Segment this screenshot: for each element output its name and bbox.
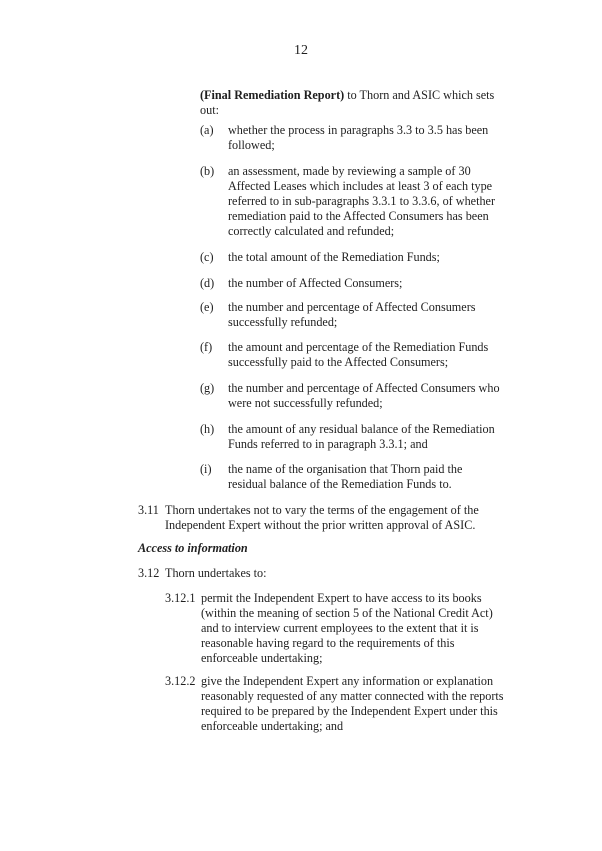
clause-text: Thorn undertakes to: <box>165 566 267 580</box>
page-number: 12 <box>294 43 308 58</box>
clause-number: 3.12 <box>138 566 160 580</box>
item-text: the total amount of the Remediation Funds; <box>228 250 440 264</box>
item-label: (i) <box>200 462 212 476</box>
clause-text: Thorn undertakes not to vary the terms of the engagement of the Independent Expert without the prior written approval of ASIC. <box>165 503 479 532</box>
item-label: (c) <box>200 250 214 264</box>
item-label: (b) <box>200 164 215 178</box>
item-text: the number and percentage of Affected Consumers who were not successfully refunded; <box>228 381 500 410</box>
item-label: (a) <box>200 123 214 137</box>
item-text: an assessment, made by reviewing a sample of 30 Affected Leases which includes at least 3 of each type referred to in sub-paragraphs 3.3.1 to 3.3.6, of whether remediation paid to the Affected Consumers has been correctly calculated and refunded; <box>228 164 496 238</box>
item-text: the number and percentage of Affected Consumers successfully refunded; <box>228 300 476 329</box>
item-text: the amount and percentage of the Remediation Funds successfully paid to the Affected Consumers; <box>228 340 489 369</box>
item-label: (e) <box>200 300 214 314</box>
final-remediation-report-term: (Final Remediation Report) <box>200 88 345 102</box>
item-label: (d) <box>200 276 215 290</box>
clause-number: 3.11 <box>138 503 159 517</box>
item-text: whether the process in paragraphs 3.3 to 3.5 has been followed; <box>228 123 489 152</box>
subclause-text: permit the Independent Expert to have access to its books (within the meaning of section 5 of the National Credit Act) and to interview current employees to the extent that it is reasonable having regard to the requirements of this enforceable undertaking; <box>201 591 493 665</box>
item-label: (h) <box>200 422 215 436</box>
intro-paragraph <box>200 88 500 118</box>
item-text: the number of Affected Consumers; <box>228 276 403 290</box>
subclause-number: 3.12.2 <box>165 674 196 688</box>
item-label: (g) <box>200 381 215 395</box>
subclause-text: give the Independent Expert any information or explanation reasonably requested of any matter connected with the reports required to be prepared by the Independent Expert under this enforceable undertaking; and <box>201 674 504 733</box>
item-text: the amount of any residual balance of the Remediation Funds referred to in paragraph 3.3.1; and <box>228 422 495 451</box>
item-text: the name of the organisation that Thorn paid the residual balance of the Remediation Funds to. <box>228 462 463 491</box>
intro-text: to Thorn and ASIC which sets out: <box>200 88 495 117</box>
subclause-number: 3.12.1 <box>165 591 196 605</box>
section-heading: Access to information <box>138 541 248 555</box>
item-label: (f) <box>200 340 213 354</box>
